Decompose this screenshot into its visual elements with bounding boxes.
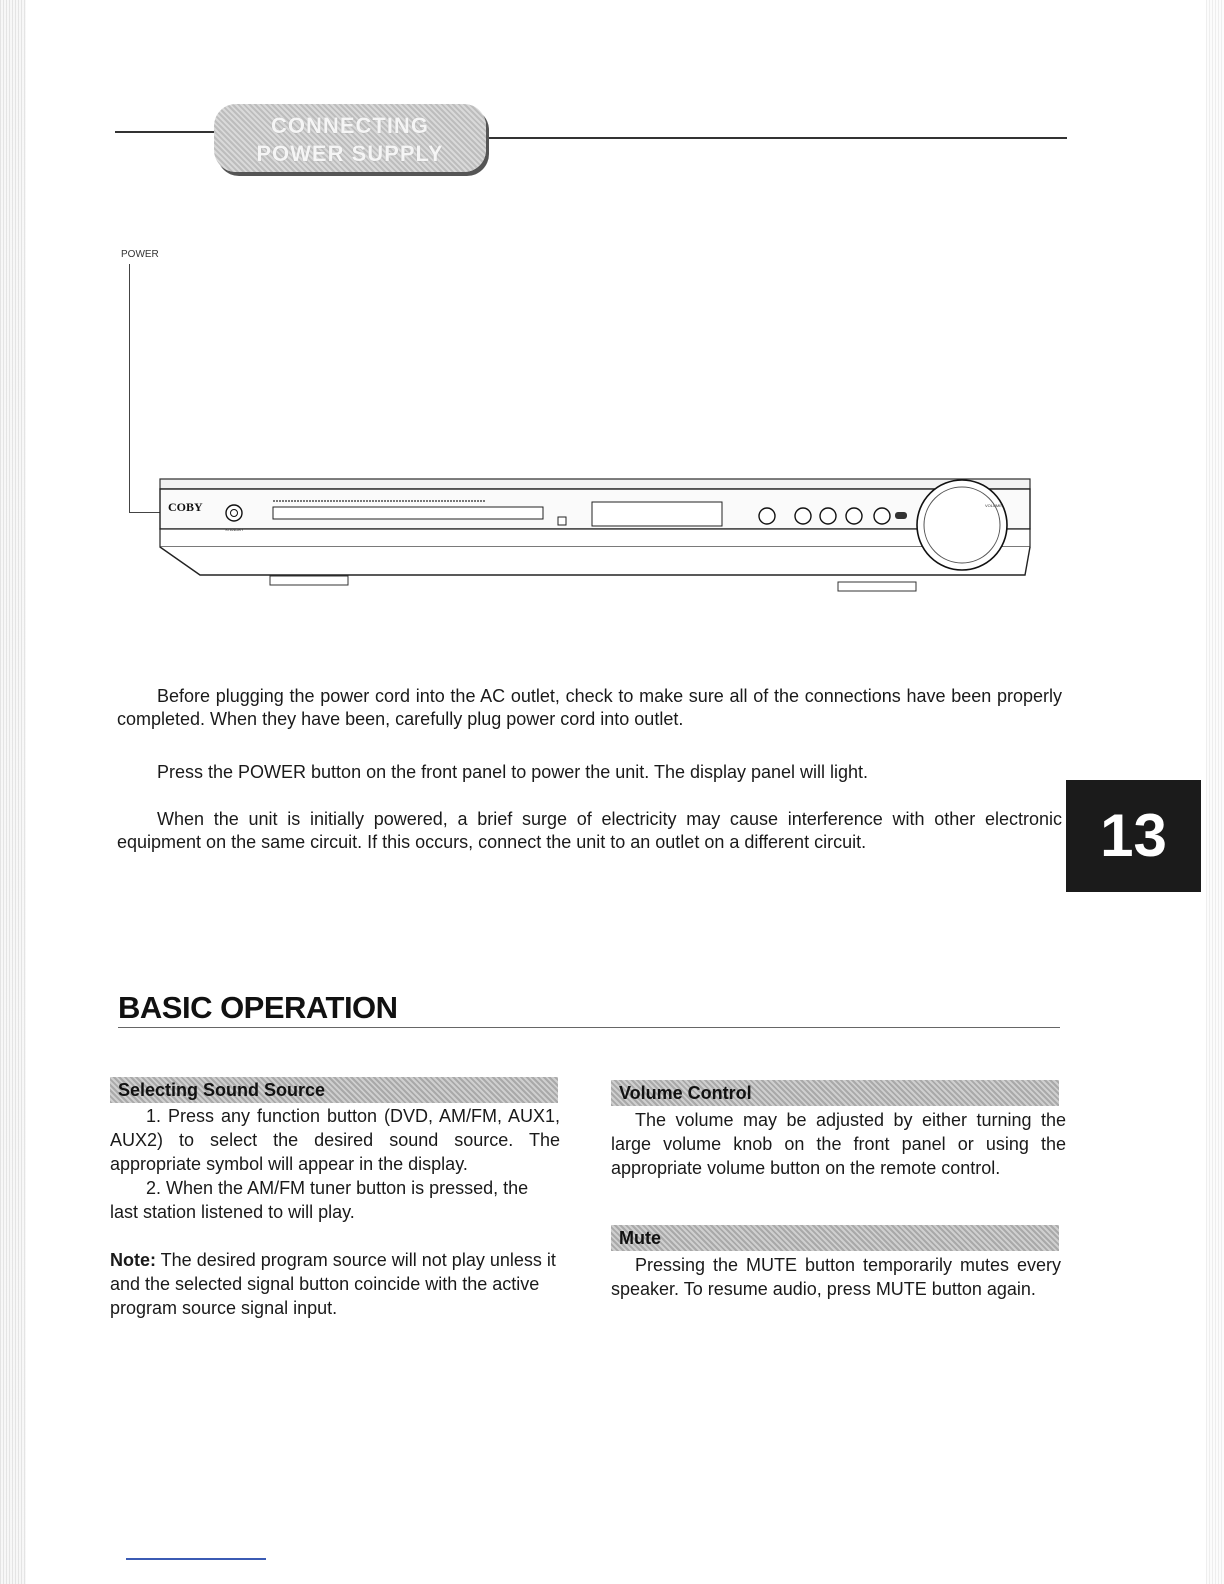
sound-source-body: [110, 1104, 560, 1320]
volume-control-text: The volume may be adjusted by either turning the large volume knob on the front panel or using the appropriate volume button on the remote control.: [611, 1110, 1066, 1178]
device-lower-strip: [160, 529, 1030, 547]
device-top-bevel: [160, 479, 1030, 489]
banner-line-1: CONNECTING: [271, 113, 429, 138]
scan-edge-left: [0, 0, 26, 1584]
standby-label: STANDBY: [225, 527, 244, 532]
sound-source-step-2: 2. When the AM/FM tuner button is pressed, the last station listened to will play.: [110, 1178, 529, 1222]
sound-source-step-1: 1. Press any function button (DVD, AM/FM, AUX1, AUX2) to select the desired sound source. The appropriate symbol will appear in the display.: [110, 1106, 560, 1174]
banner-line-2: POWER SUPPLY: [256, 141, 444, 166]
intro-paragraph-1: Before plugging the power cord into the AC outlet, check to make sure all of the connections have been properly completed. When they have been, carefully plug power cord into outlet.: [117, 686, 1062, 729]
page-number-tab: 13: [1066, 780, 1201, 892]
device-foot-right: [838, 582, 916, 591]
scan-edge-right: [1206, 0, 1224, 1584]
play-pause-button[interactable]: [795, 508, 811, 524]
open-close-button[interactable]: [759, 508, 775, 524]
mode-switch: [895, 512, 907, 519]
header-rule-right: [482, 137, 1067, 139]
power-callout-label: POWER: [121, 249, 159, 260]
intro-paragraph-3: When the unit is initially powered, a brief surge of electricity may cause interference with other electronic equipment on the same circuit. If this occurs, connect the unit to an outlet on a different circuit.: [117, 809, 1062, 852]
brand-logo: COBY: [168, 500, 203, 514]
device-foot-left: [270, 576, 348, 585]
next-button[interactable]: [846, 508, 862, 524]
power-button[interactable]: [226, 505, 242, 521]
note-text: The desired program source will not play unless it and the selected signal button coincide with the active program source signal input.: [110, 1250, 556, 1318]
volume-control-heading: Volume Control: [611, 1080, 1059, 1106]
header-rule-left: [115, 131, 225, 133]
disc-tray: [273, 507, 543, 519]
section-title: BASIC OPERATION: [118, 990, 398, 1025]
mute-heading: Mute: [611, 1225, 1059, 1251]
volume-knob-inner: [924, 487, 1000, 563]
note-label: Note:: [110, 1250, 156, 1270]
section-banner: [214, 104, 486, 172]
section-rule: [118, 1027, 1060, 1028]
intro-paragraph-2: Press the POWER button on the front panel to power the unit. The display panel will light.: [157, 762, 869, 782]
footer-accent-line: [126, 1558, 266, 1560]
device-base: [160, 547, 1030, 575]
dvd-receiver-illustration: [155, 475, 1040, 600]
mute-text: Pressing the MUTE button temporarily mutes every speaker. To resume audio, press MUTE button again.: [611, 1255, 1061, 1299]
stop-button[interactable]: [874, 508, 890, 524]
prev-button[interactable]: [820, 508, 836, 524]
sound-source-heading: Selecting Sound Source: [110, 1077, 558, 1103]
sound-source-note: [110, 1248, 560, 1320]
display-window: [592, 502, 722, 526]
volume-label: VOLUME: [985, 503, 1002, 508]
ir-sensor: [558, 517, 566, 525]
